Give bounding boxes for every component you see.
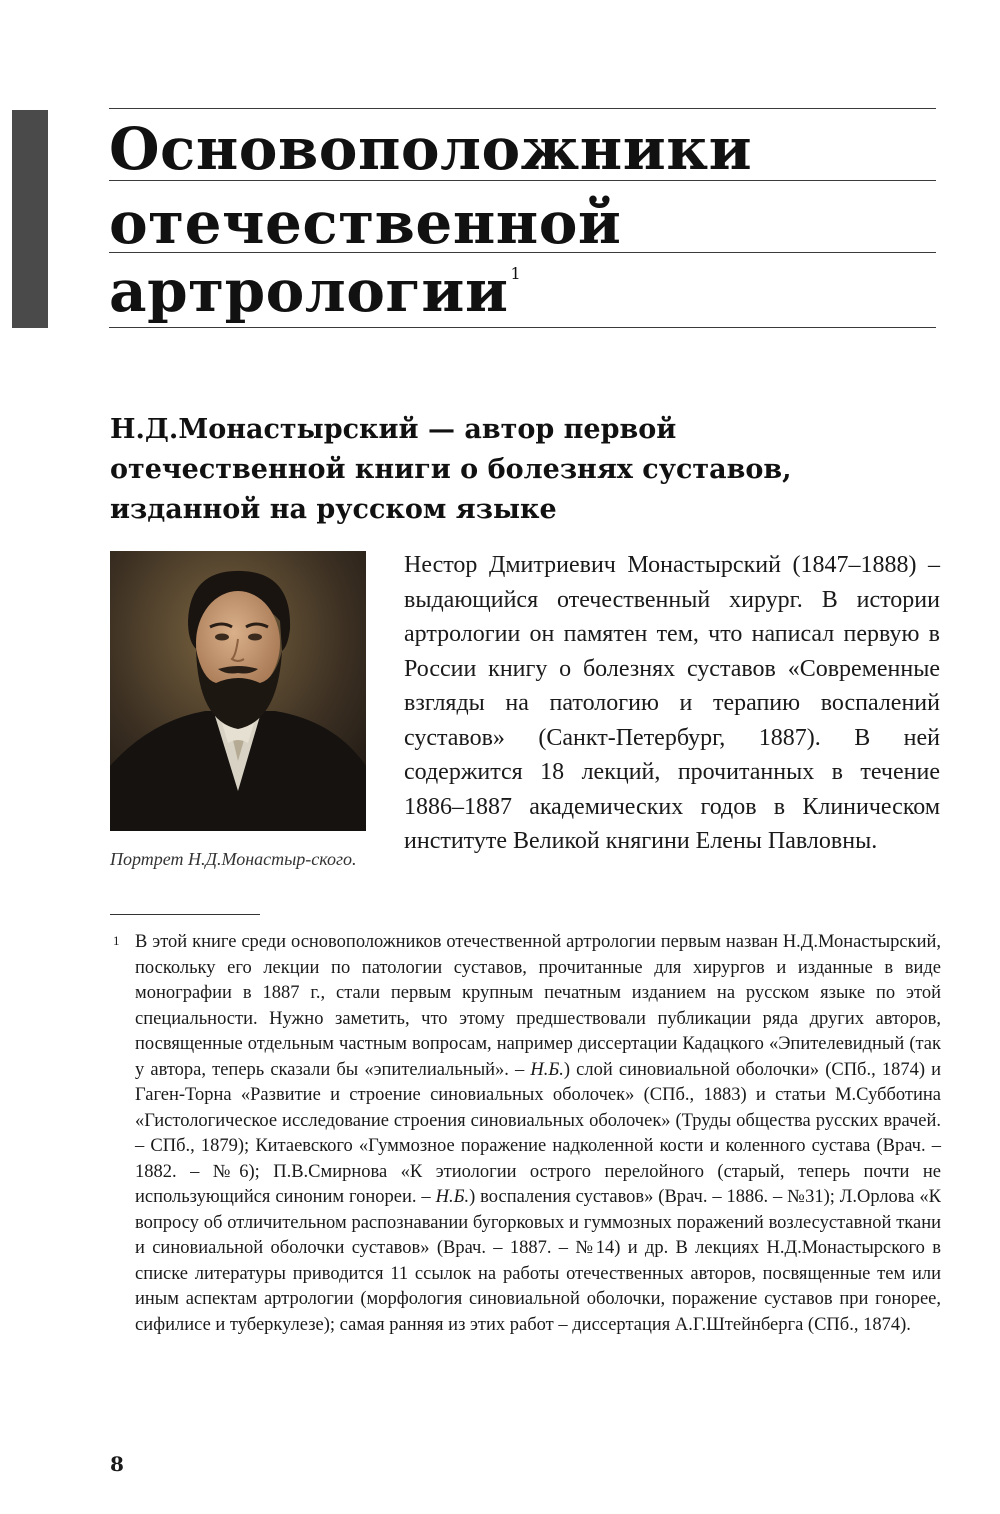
footnote-initials-2: Н.Б. <box>435 1187 470 1207</box>
title-rule-top <box>109 108 936 109</box>
chapter-title-line-1: Основоположники <box>109 115 753 183</box>
footnote-mark: 1 <box>113 933 120 948</box>
section-subtitle: Н.Д.Монастырский — автор первой отечественной книги о болезнях суставов, изданной на русском языке <box>110 414 792 525</box>
footnote-initials-1: Н.Б. <box>530 1059 564 1080</box>
footnote-separator <box>110 914 260 915</box>
portrait-caption: Портрет Н.Д.Монастыр-ского. <box>110 849 357 869</box>
page-number: 8 <box>110 1452 124 1476</box>
title-footnote-mark[interactable]: 1 <box>510 264 522 283</box>
footnote-text-part-2: ) слой синовиальной оболочки» (СПб., 1874) и Гаген-Торна «Развитие и строение синовиальных оболочек» (СПб., 1883) и статьи М.Субботина «Гистологическое исследование строения синовиальных оболочек» (Труды общества русских врачей. – СПб., 1879); Китаевского «Гуммозное поражение надколенной кости и коленного сустава (Врач. – 1882. – №6); П.В.Смирнова «К этиологии острого перелойного (старый, теперь почти не использующийся синоним гонореи. – <box>135 1059 941 1207</box>
footnote-text-part-3: ) воспаления суставов» (Врач. – 1886. – №31); Л.Орлова «К вопросу об отличительном распознавании бугорковых и гуммозных поражений возлесуставной ткани и синовиальной оболочки суставов» (Врач. – 1887. – №14) и др. В лекциях Н.Д.Монастырского в списке литературы приводится 11 ссылок на работы отечественных авторов, посвященные тем или иным аспектам артрологии (морфология синовиальной оболочки, поражение суставов при гонорее, сифилисе и туберкулезе); самая ранняя из этих работ – диссертация А.Г.Штейнберга (СПб., 1874). <box>135 1187 941 1335</box>
portrait-illustration <box>110 551 366 831</box>
chapter-title-line-2: отечественной <box>109 189 622 257</box>
title-rule-bottom <box>109 327 936 328</box>
body-paragraph: Нестор Дмитриевич Монастырский (1847–1888) – выдающийся отечественный хирург. В истории артрологии он памятен тем, что написал первую в России книгу о болезнях суставов «Современные взгляды на патологию и терапию воспалений суставов» (Санкт-Петербург, 1887). В ней содержится 18 лекций, прочитанных в течение 1886–1887 академических годов в Клиническом институте Великой княгини Елены Павловны. <box>404 552 940 854</box>
side-bar-decoration <box>12 110 48 328</box>
footnote <box>113 930 941 1338</box>
footnote-text-part-1: В этой книге среди основоположников отечественной артрологии первым назван Н.Д.Монастырский, поскольку его лекции по патологии суставов, прочитанные для хирургов и изданные в виде монографии в 1887 г., стали первым крупным печатным изданием на русском языке по этой специальности. Нужно заметить, что этому предшествовали публикации ряда других авторов, посвященные отдельным частным вопросам, например диссертации Кадацкого «Эпителевидный (так у автора, теперь сказали бы «эпителиальный». – <box>135 932 941 1080</box>
title-rule-2 <box>109 180 936 181</box>
chapter-title-line-3 <box>109 257 522 325</box>
portrait-image <box>110 551 366 831</box>
chapter-title-text: артрологии <box>109 257 509 325</box>
title-rule-3 <box>109 252 936 253</box>
